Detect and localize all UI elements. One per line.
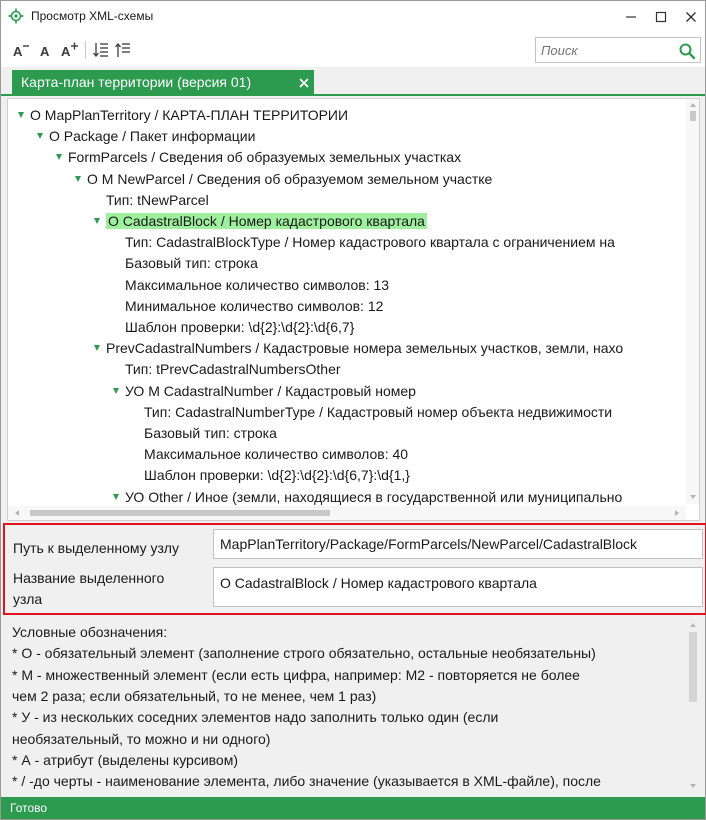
tree-node-label: О М NewParcel / Сведения об образуемом земельном участке: [87, 170, 493, 187]
tab-map-plan[interactable]: [12, 70, 314, 95]
expand-triangle-icon[interactable]: [37, 133, 43, 139]
font-increase-icon: [59, 41, 81, 59]
tree-node-label: Шаблон проверки: \d{2}:\d{2}:\d{6,7}: [125, 319, 355, 335]
legend-scrollbar[interactable]: [686, 618, 700, 795]
tree-node-label: О MapPlanTerritory / КАРТА-ПЛАН ТЕРРИТОРИИ: [30, 107, 349, 123]
tree-node[interactable]: [113, 232, 615, 253]
tab-underline: [1, 94, 705, 96]
legend-line: * А - атрибут (выделены курсивом): [12, 751, 239, 768]
minimize-button[interactable]: [616, 1, 646, 33]
window-title: Просмотр XML-схемы: [31, 9, 154, 23]
tree-node[interactable]: [132, 465, 410, 486]
close-icon: [299, 78, 309, 88]
tree-node[interactable]: [113, 253, 258, 274]
title-bar: [1, 1, 705, 33]
expand-triangle-icon[interactable]: [56, 154, 62, 160]
scroll-left-icon[interactable]: [12, 506, 22, 520]
tree-node-label: Минимальное количество символов: 12: [125, 297, 384, 314]
tree-node[interactable]: [94, 338, 623, 359]
scroll-down-icon[interactable]: [686, 781, 700, 791]
expand-triangle-icon[interactable]: [94, 345, 100, 351]
legend-scroll-thumb[interactable]: [689, 632, 697, 702]
tree-node-label: Максимальное количество символов: 13: [125, 276, 390, 293]
tree-node-label: Тип: CadastralBlockType / Номер кадастрового квартала с ограничением на: [125, 234, 615, 251]
toolbar: [1, 33, 705, 67]
tree-node[interactable]: [56, 147, 461, 168]
font-decrease-button[interactable]: [9, 39, 33, 61]
tree-node[interactable]: [94, 190, 209, 211]
collapse-all-icon: [114, 41, 132, 59]
tree-node[interactable]: [37, 126, 255, 147]
expand-all-icon: [92, 41, 110, 59]
path-field[interactable]: MapPlanTerritory/Package/FormParcels/NewParcel/CadastralBlock: [213, 529, 703, 559]
name-field[interactable]: О CadastralBlock / Номер кадастрового квартала: [213, 567, 703, 607]
tree-node[interactable]: [132, 402, 612, 423]
schema-tree[interactable]: [7, 98, 700, 521]
tree-node-label: О Package / Пакет информации: [49, 128, 256, 145]
selected-node-info: [3, 523, 706, 615]
legend-line: Условные обозначения:: [12, 624, 168, 640]
font-reset-button[interactable]: [33, 39, 57, 61]
scroll-up-icon[interactable]: [686, 620, 700, 630]
tree-node[interactable]: [132, 444, 408, 465]
tree-horizontal-scroll-thumb[interactable]: [30, 510, 330, 516]
tree-node[interactable]: [113, 275, 389, 296]
tab-close-button[interactable]: [295, 70, 313, 95]
legend-line: * М - множественный элемент (если есть цифра, например: М2 - повторяется не более: [12, 666, 580, 683]
name-label-line1: Название выделенного: [13, 570, 165, 586]
tree-node-label: Шаблон проверки: \d{2}:\d{2}:\d{6,7}:\d{1,}: [144, 467, 410, 484]
expand-triangle-icon[interactable]: [113, 388, 119, 394]
tree-node-selected[interactable]: [94, 211, 427, 232]
tree-node-label: Максимальное количество символов: 40: [144, 446, 409, 463]
maximize-icon: [655, 11, 667, 23]
tree-node-label: PrevCadastralNumbers / Кадастровые номера земельных участков, земли, нахо: [106, 340, 624, 357]
collapse-all-button[interactable]: [111, 39, 135, 61]
tree-node-label: Базовый тип: строка: [125, 255, 258, 272]
tab-label: Карта-план территории (версия 01): [21, 74, 252, 90]
legend-line: * У - из нескольких соседних элементов надо заполнить только один (если: [12, 709, 499, 726]
svg-text:A: A: [61, 44, 71, 59]
tree-node[interactable]: [113, 487, 622, 508]
legend-panel[interactable]: [7, 618, 700, 795]
expand-triangle-icon[interactable]: [113, 494, 119, 500]
status-text: Готово: [10, 801, 48, 815]
legend-line: * О - обязательный элемент (заполнение строго обязательно, остальные необязательны): [12, 645, 596, 662]
tree-node-label: Тип: tPrevCadastralNumbersOther: [125, 361, 341, 378]
tree-node[interactable]: [18, 105, 348, 126]
toolbar-separator: [85, 41, 86, 59]
scroll-down-icon[interactable]: [686, 492, 700, 502]
legend-line: необязательный, то можно и ни одного): [12, 730, 271, 747]
search-icon[interactable]: [678, 42, 696, 60]
close-window-button[interactable]: [676, 1, 706, 33]
tree-node-label: УО М CadastralNumber / Кадастровый номер: [125, 382, 416, 399]
tree-horizontal-scrollbar[interactable]: [8, 506, 686, 520]
search-box: [535, 37, 701, 63]
minimize-icon: [625, 11, 637, 23]
tree-node-label: УО Other / Иное (земли, находящиеся в государственной или муниципально: [125, 488, 623, 505]
scroll-right-icon[interactable]: [672, 506, 682, 520]
expand-triangle-icon[interactable]: [18, 112, 24, 118]
font-increase-button[interactable]: [58, 39, 82, 61]
tree-node-label: Тип: tNewParcel: [106, 191, 209, 208]
tree-node-label: О CadastralBlock / Номер кадастрового квартала: [108, 213, 425, 229]
app-icon: [8, 8, 24, 24]
font-decrease-icon: [11, 41, 31, 59]
tree-node[interactable]: [132, 423, 277, 444]
expand-triangle-icon[interactable]: [75, 176, 81, 182]
tree-node[interactable]: [113, 359, 341, 380]
tree-node-label: Базовый тип: строка: [144, 425, 277, 441]
maximize-button[interactable]: [646, 1, 676, 33]
tree-vertical-scrollbar[interactable]: [686, 99, 700, 504]
path-label: Путь к выделенному узлу: [13, 540, 179, 556]
expand-triangle-icon[interactable]: [94, 218, 100, 224]
tree-node[interactable]: [113, 381, 416, 402]
tab-strip: [1, 67, 705, 95]
name-label-line2: узла: [13, 591, 43, 607]
search-input[interactable]: [537, 39, 673, 61]
tree-node[interactable]: [75, 169, 492, 190]
scroll-up-icon[interactable]: [686, 100, 700, 110]
tree-node[interactable]: [113, 296, 383, 317]
tree-vertical-scroll-thumb[interactable]: [690, 111, 696, 121]
legend-line: * / -до черты - наименование элемента, либо значение (указывается в XML-файле), после: [12, 773, 601, 790]
close-icon: [685, 11, 697, 23]
tree-node[interactable]: [113, 317, 354, 338]
expand-all-button[interactable]: [89, 39, 113, 61]
legend-line: чем 2 раза; если обязательный, то не менее, чем 1 раз): [12, 687, 377, 704]
font-reset-icon: [35, 41, 55, 59]
tree-node-label: Тип: CadastralNumberType / Кадастровый номер объекта недвижимости: [144, 403, 613, 420]
svg-text:A: A: [40, 44, 50, 59]
status-bar: [1, 797, 705, 819]
svg-text:A: A: [13, 44, 23, 59]
tree-node-label: FormParcels / Сведения об образуемых земельных участках: [68, 149, 462, 166]
